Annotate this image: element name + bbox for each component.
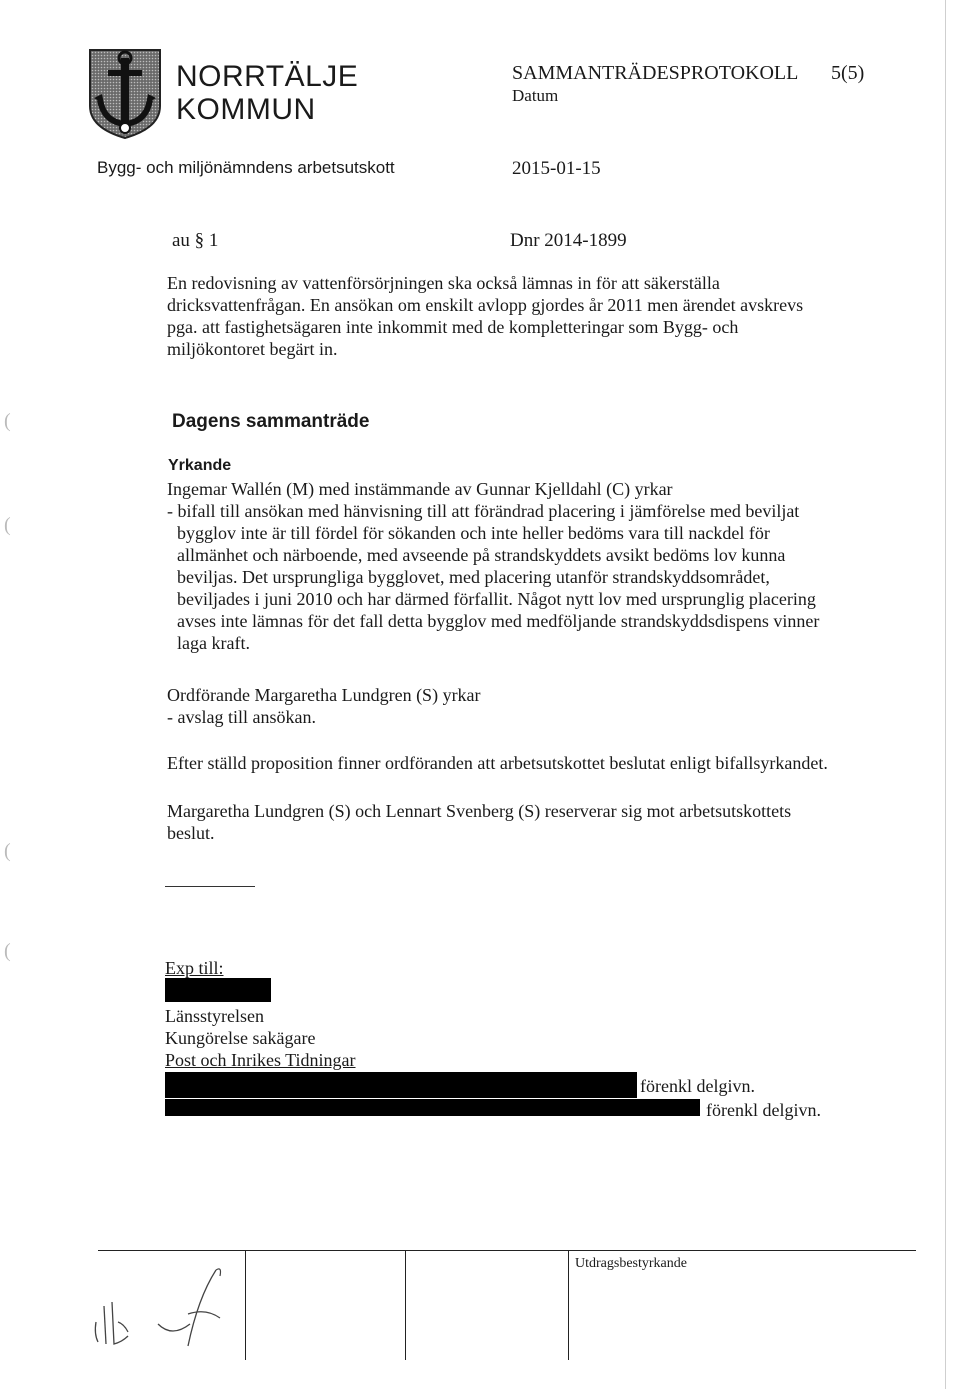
text-line: avses inte lämnas för det fall detta bygglov med medföljande strandskyddsdispens vinner xyxy=(177,611,820,631)
kommun-logo xyxy=(88,48,162,140)
text-line: dricksvattenfrågan. En ansökan om enskilt avlopp gjordes år 2011 men ärendet avskrevs xyxy=(167,295,804,315)
redaction-block xyxy=(165,1099,700,1116)
datum-label: Datum xyxy=(512,86,559,105)
section-heading: Dagens sammanträde xyxy=(172,411,370,432)
diary-number: Dnr 2014-1899 xyxy=(510,230,627,251)
redaction-block xyxy=(165,978,271,1002)
extract-certification-label: Utdragsbestyrkande xyxy=(575,1256,687,1271)
scan-edge xyxy=(945,0,946,1389)
kommun-name-line1: NORRTÄLJE xyxy=(176,60,359,93)
text-line: - bifall till ansökan med hänvisning till att förändrad placering i jämförelse med beviljat xyxy=(167,501,800,521)
chair-paragraph xyxy=(167,684,907,728)
document-title: SAMMANTRÄDESPROTOKOLL xyxy=(512,62,799,84)
text-line: allmänhet och närboende, med avseende på strandskyddets avsikt bedöms lov kunna xyxy=(177,545,786,565)
text-line: Ingemar Wallén (M) med instämmande av Gunnar Kjelldahl (C) yrkar xyxy=(167,479,673,499)
redaction-block xyxy=(165,1072,637,1098)
footer-divider xyxy=(245,1250,246,1360)
anchor-crest-icon xyxy=(88,48,162,140)
meeting-date: 2015-01-15 xyxy=(512,158,601,179)
recipient-item: Kungörelse sakägare xyxy=(165,1028,316,1048)
text-line: En redovisning av vattenförsörjningen ska också lämnas in för att säkerställa xyxy=(167,273,720,293)
text-line: - avslag till ansökan. xyxy=(167,707,316,727)
text-line: Margaretha Lundgren (S) och Lennart Svenberg (S) reserverar sig mot arbetsutskottets xyxy=(167,801,792,821)
text-line: beviljas. Det ursprungliga bygglovet, med placering utanför strandskyddsområdet, xyxy=(177,567,770,587)
text-line: Ordförande Margaretha Lundgren (S) yrkar xyxy=(167,685,481,705)
page-number: 5(5) xyxy=(831,62,865,84)
section-subheading: Yrkande xyxy=(168,457,232,474)
committee-name: Bygg- och miljönämndens arbetsutskott xyxy=(97,158,395,177)
recipient-list xyxy=(165,1005,356,1071)
footer-rule xyxy=(98,1250,916,1251)
footer-divider xyxy=(405,1250,406,1360)
text-line: miljökontoret begärt in. xyxy=(167,339,338,359)
proposition-paragraph: Efter ställd proposition finner ordföranden att arbetsutskottet beslutat enligt bifallsyrkandet. xyxy=(167,753,828,773)
paragraph-number: au § 1 xyxy=(172,230,219,251)
delivery-note: förenkl delgivn. xyxy=(640,1076,755,1096)
text-line: bygglov inte är till fördel för sökanden och inte heller bedöms vara till nackdel för xyxy=(177,523,770,543)
delivery-note: förenkl delgivn. xyxy=(706,1100,821,1120)
intro-paragraph xyxy=(167,272,907,360)
scan-mark: ( xyxy=(4,940,11,962)
text-line: laga kraft. xyxy=(177,633,250,653)
recipient-item: Länsstyrelsen xyxy=(165,1006,264,1026)
proposal-paragraph xyxy=(167,478,907,654)
handwritten-initials-icon xyxy=(88,1262,238,1352)
recipient-item: Post och Inrikes Tidningar xyxy=(165,1050,356,1070)
signature xyxy=(88,1262,238,1352)
scan-mark: ( xyxy=(4,410,11,432)
scan-mark: ( xyxy=(4,840,11,862)
footer-divider xyxy=(568,1250,569,1360)
divider-line xyxy=(165,886,255,887)
distribution-label: Exp till: xyxy=(165,958,224,978)
text-line: beviljades i juni 2010 och har därmed förfallit. Något nytt lov med ursprunglig placering xyxy=(177,589,816,609)
text-line: beslut. xyxy=(167,823,215,843)
kommun-name-line2: KOMMUN xyxy=(176,93,316,126)
text-line: pga. att fastighetsägaren inte inkommit med de kompletteringar som Bygg- och xyxy=(167,317,739,337)
reservation-paragraph xyxy=(167,800,907,844)
scan-mark: ( xyxy=(4,514,11,536)
